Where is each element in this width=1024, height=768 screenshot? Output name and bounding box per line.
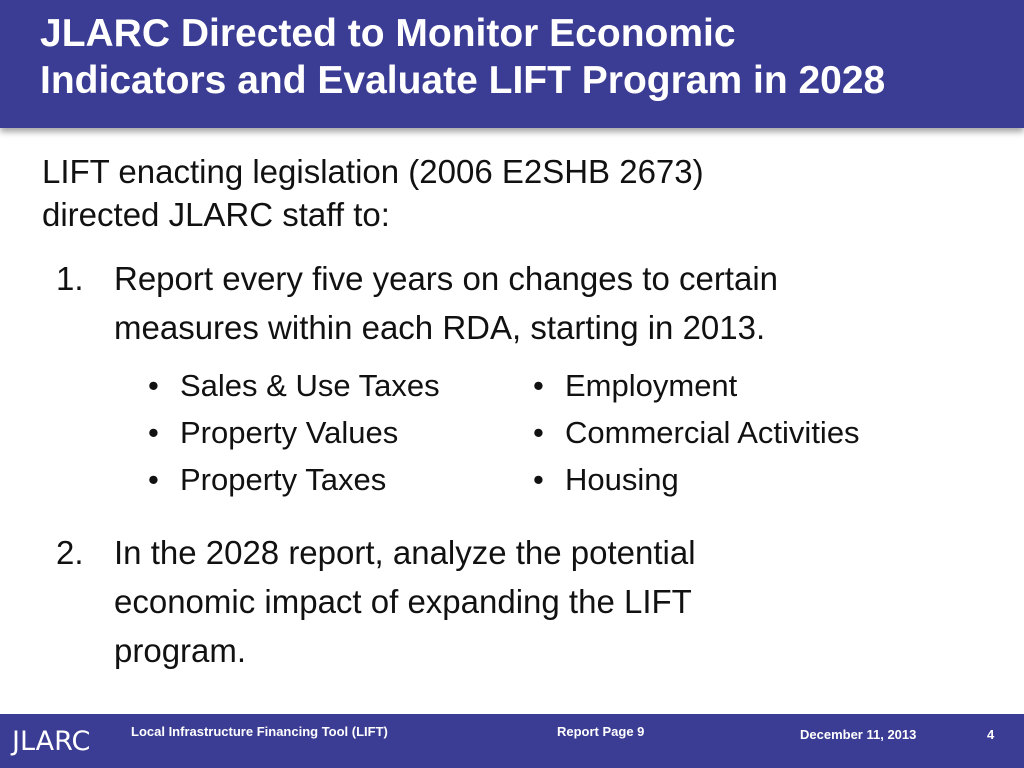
item-2-line-1: In the 2028 report, analyze the potential bbox=[114, 534, 696, 571]
measure-label: Property Values bbox=[180, 415, 399, 450]
bullet-icon: • bbox=[533, 462, 544, 497]
list-item bbox=[531, 409, 860, 456]
bullet-icon: • bbox=[533, 415, 544, 450]
bullet-icon: • bbox=[148, 462, 159, 497]
slide-number: 4 bbox=[987, 727, 995, 742]
list-item bbox=[146, 456, 440, 503]
item-number: 1. bbox=[56, 260, 84, 297]
slide-title-line-2: Indicators and Evaluate LIFT Program in 2028 bbox=[40, 59, 886, 102]
slide-title bbox=[40, 10, 1000, 104]
measure-label: Property Taxes bbox=[180, 462, 387, 497]
item-1-line-2: measures within each RDA, starting in 2013. bbox=[114, 309, 766, 346]
intro-line-2: directed JLARC staff to: bbox=[42, 196, 390, 233]
intro-text bbox=[42, 150, 982, 236]
measure-label: Employment bbox=[565, 368, 738, 403]
bullet-icon: • bbox=[148, 415, 159, 450]
slide-title-line-1: JLARC Directed to Monitor Economic bbox=[40, 12, 736, 55]
footer-date: December 11, 2013 bbox=[800, 727, 917, 742]
measure-label: Commercial Activities bbox=[565, 415, 860, 450]
measures-list-right bbox=[531, 362, 860, 503]
item-2-line-2: economic impact of expanding the LIFT bbox=[114, 583, 692, 620]
jlarc-logo: JLARC bbox=[12, 726, 91, 757]
list-item bbox=[531, 456, 860, 503]
bullet-icon: • bbox=[148, 368, 159, 403]
list-item bbox=[146, 362, 440, 409]
footer-report-page: Report Page 9 bbox=[557, 724, 645, 739]
bullet-icon: • bbox=[533, 368, 544, 403]
measures-list-left bbox=[146, 362, 440, 503]
item-2-line-3: program. bbox=[114, 632, 247, 669]
measure-label: Housing bbox=[565, 462, 679, 497]
item-1-line-1: Report every five years on changes to certain bbox=[114, 260, 779, 297]
item-text bbox=[114, 254, 974, 352]
title-bar bbox=[0, 0, 1024, 128]
item-number: 2. bbox=[56, 534, 84, 571]
list-item bbox=[531, 362, 860, 409]
measure-label: Sales & Use Taxes bbox=[180, 368, 440, 403]
footer-report-title: Local Infrastructure Financing Tool (LIFT) bbox=[131, 724, 388, 739]
intro-line-1: LIFT enacting legislation (2006 E2SHB 2673) bbox=[42, 153, 704, 190]
list-item bbox=[146, 409, 440, 456]
item-text bbox=[114, 528, 974, 675]
footer-bar bbox=[0, 714, 1024, 768]
